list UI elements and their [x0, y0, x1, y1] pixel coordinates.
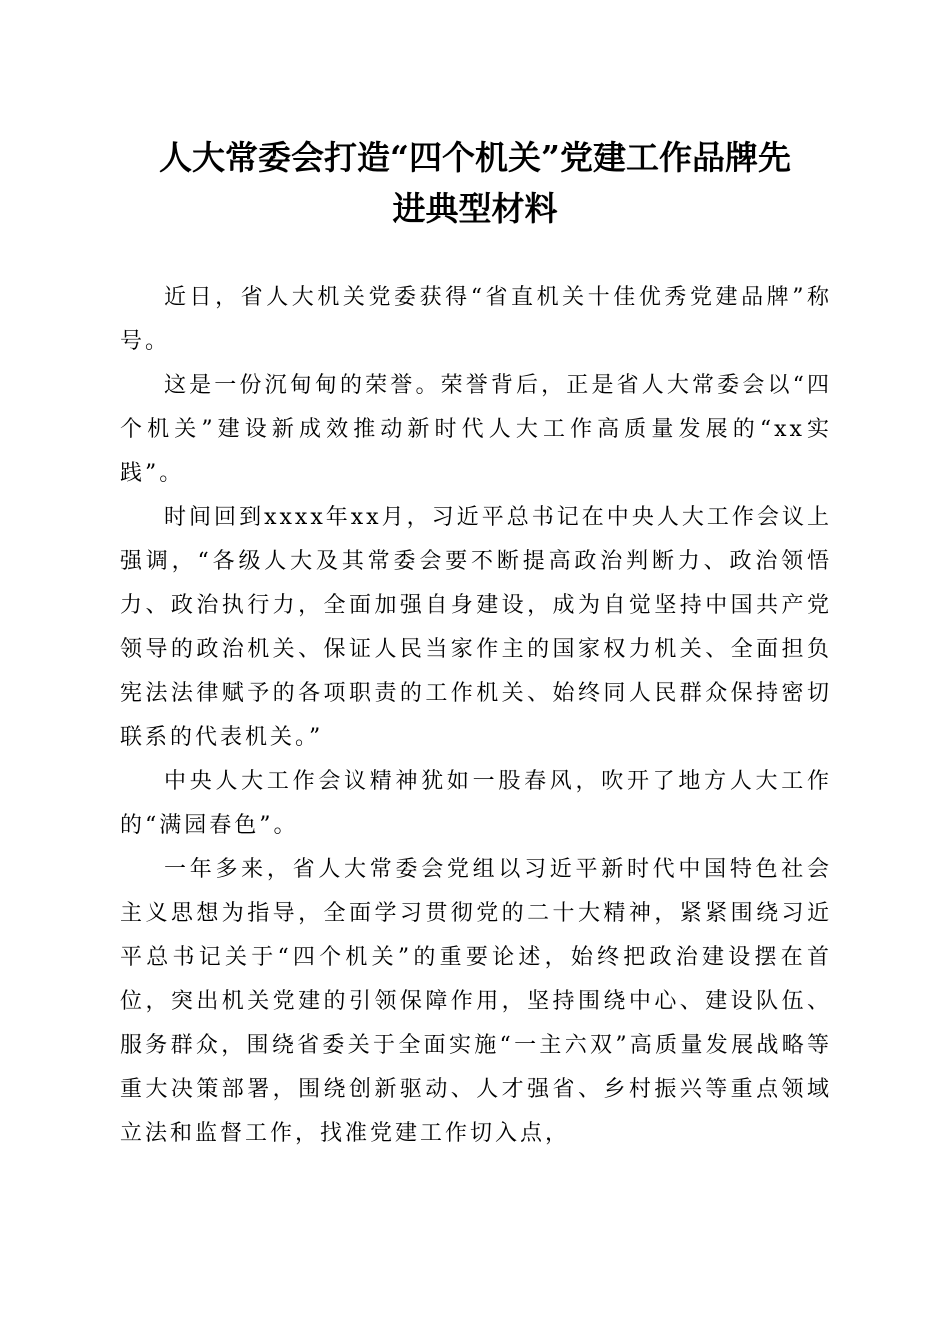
title-line-1: 人大常委会打造“四个机关”党建工作品牌先: [159, 138, 791, 177]
document-body: [120, 276, 832, 1156]
paragraph-4: 中央人大工作会议精神犹如一股春风，吹开了地方人大工作的“满园春色”。: [120, 769, 832, 838]
paragraph-2: 这是一份沉甸甸的荣誉。荣誉背后，正是省人大常委会以“四个机关”建设新成效推动新时代人大工作高质量发展的“xx实践”。: [120, 373, 832, 486]
title-line-2: 进典型材料: [392, 189, 558, 228]
paragraph-5: 一年多来，省人大常委会党组以习近平新时代中国特色社会主义思想为指导，全面学习贯彻党的二十大精神，紧紧围绕习近平总书记关于“四个机关”的重要论述，始终把政治建设摆在首位，突出机关党建的引领保障作用，坚持围绕中心、建设队伍、服务群众，围绕省委关于全面实施“一主六双”高质量发展战略等重大决策部署，围绕创新驱动、人才强省、乡村振兴等重点领域立法和监督工作，找准党建工作切入点，: [120, 857, 832, 1146]
document-title: [110, 132, 840, 234]
paragraph-3: 时间回到xxxx年xx月，习近平总书记在中央人大工作会议上强调，“各级人大及其常委会要不断提高政治判断力、政治领悟力、政治执行力，全面加强自身建设，成为自觉坚持中国共产党领导的政治机关、保证人民当家作主的国家权力机关、全面担负宪法法律赋予的各项职责的工作机关、始终同人民群众保持密切联系的代表机关。”: [120, 505, 832, 750]
paragraph-1: 近日，省人大机关党委获得“省直机关十佳优秀党建品牌”称号。: [120, 285, 832, 354]
